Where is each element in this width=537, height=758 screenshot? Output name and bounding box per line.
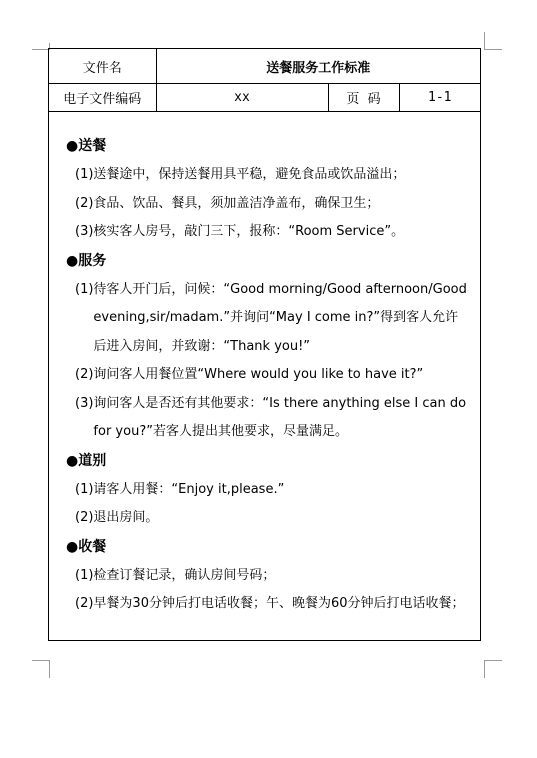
section-service <box>66 247 471 447</box>
crop-mark-top-right <box>484 32 502 50</box>
item-number: (2) <box>75 195 94 211</box>
item-text: 待客人开门后，问候：“Good morning/Good afternoon/Good evening,sir/madam.”并询问“May I come in?”得到客人允许后进入房间，并致谢：“Thank you!” <box>93 281 467 354</box>
list-item <box>75 276 471 362</box>
section-delivery <box>66 132 471 247</box>
item-text: 早餐为30分钟后打电话收餐；午、晚餐为60分钟后打电话收餐； <box>93 596 465 611</box>
item-text: 食品、饮品、餐具，须加盖洁净盖布，确保卫生； <box>93 195 380 211</box>
section-heading: ●道别 <box>66 452 107 469</box>
item-number: (3) <box>75 395 94 411</box>
item-text: 询问客人是否还有其他要求：“Is there anything else I can do for you?”若客人提出其他要求，尽量满足。 <box>93 395 467 439</box>
item-number: (1) <box>75 281 94 297</box>
file-name-label: 文件名 <box>49 49 156 84</box>
list-item <box>75 590 471 619</box>
item-number: (1) <box>75 567 94 583</box>
list-item <box>75 161 471 190</box>
item-text: 询问客人用餐位置“Where would you like to have it?” <box>93 367 424 382</box>
item-text: 检查订餐记录，确认房间号码； <box>93 567 276 583</box>
page-number-label: 页 码 <box>328 84 399 112</box>
list-item <box>75 476 471 505</box>
item-text: 送餐途中，保持送餐用具平稳，避免食品或饮品溢出； <box>93 167 406 182</box>
section-heading: ●服务 <box>66 252 107 269</box>
item-number: (2) <box>75 367 94 382</box>
list-item <box>75 361 471 390</box>
section-collection <box>66 533 471 619</box>
item-text: 请客人用餐：“Enjoy it,please.” <box>93 481 285 497</box>
item-text: 核实客人房号，敲门三下，报称：“Room Service”。 <box>93 224 405 239</box>
document-frame <box>48 48 481 641</box>
document-title: 送餐服务工作标准 <box>156 49 480 84</box>
list-item <box>75 390 471 447</box>
list-item <box>75 504 471 533</box>
list-item <box>75 562 471 591</box>
page-number-value: 1-1 <box>399 84 480 112</box>
section-heading: ●收餐 <box>66 538 107 555</box>
item-number: (3) <box>75 224 94 239</box>
document-body <box>66 132 471 619</box>
file-code-value: xx <box>156 84 328 112</box>
item-text: 退出房间。 <box>93 510 159 525</box>
list-item <box>75 190 471 219</box>
list-item <box>75 218 471 247</box>
item-number: (1) <box>75 481 94 497</box>
crop-mark-bottom-right <box>484 660 502 678</box>
header-table <box>49 49 480 112</box>
item-number: (2) <box>75 596 94 611</box>
item-number: (1) <box>75 167 94 182</box>
item-number: (2) <box>75 510 94 525</box>
section-heading: ●送餐 <box>66 138 107 154</box>
file-code-label: 电子文件编码 <box>49 84 156 112</box>
section-farewell <box>66 447 471 533</box>
crop-mark-bottom-left <box>32 660 50 678</box>
